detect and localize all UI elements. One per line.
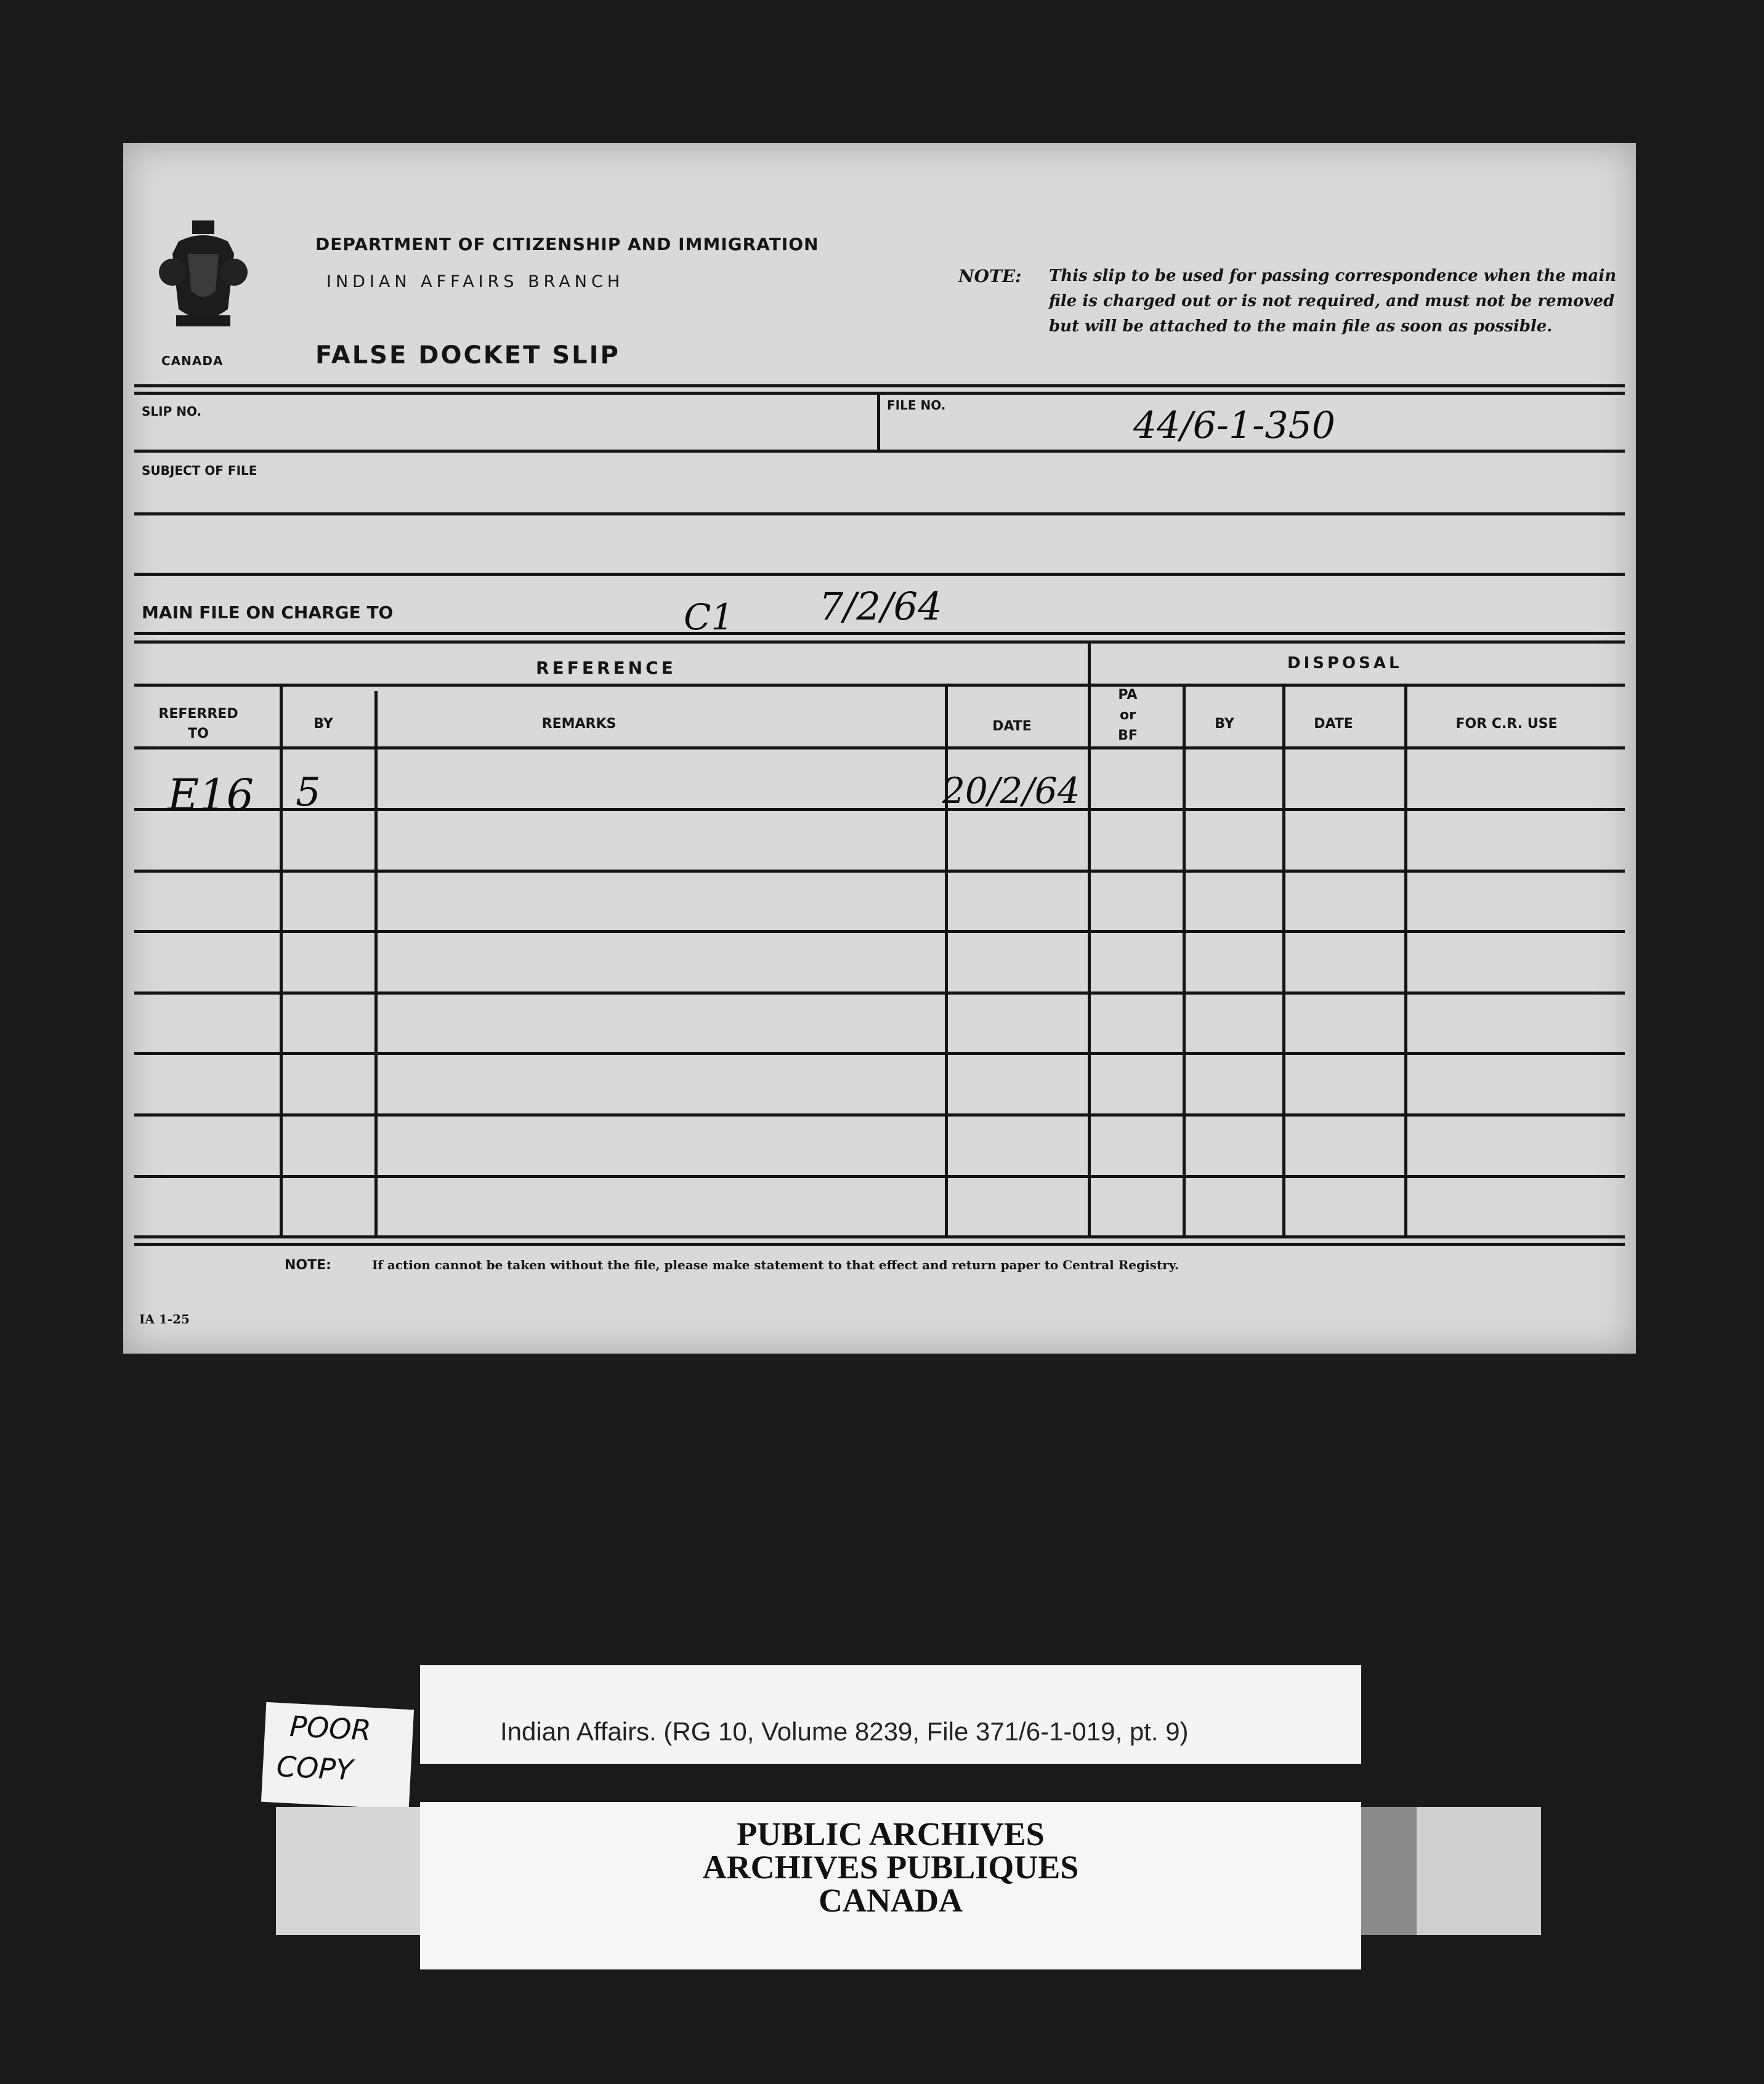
col-remarks: REMARKS	[541, 716, 617, 732]
archive-reference: Indian Affairs. (RG 10, Volume 8239, File 371/6-1-019, pt. 9)	[500, 1717, 1189, 1746]
rule-line	[945, 684, 948, 1238]
col-disposal-by: BY	[1215, 716, 1234, 732]
rule-line	[134, 1052, 1625, 1055]
rule-line	[134, 992, 1625, 995]
rule-line	[1183, 684, 1186, 1238]
col-by: BY	[314, 716, 333, 732]
rule-line	[134, 1113, 1625, 1117]
canada-crest-icon	[154, 217, 253, 340]
branch-name: INDIAN AFFAIRS BRANCH	[326, 272, 625, 291]
archive-band-edge	[1417, 1807, 1541, 1935]
main-file-charge-label: MAIN FILE ON CHARGE TO	[142, 602, 394, 623]
rule-line	[134, 870, 1625, 873]
poor-copy-note	[261, 1702, 414, 1809]
subject-of-file-label: SUBJECT OF FILE	[142, 463, 257, 478]
country-label: CANADA	[161, 353, 224, 368]
archive-stamp-line: CANADA	[819, 1882, 963, 1919]
form-title: FALSE DOCKET SLIP	[315, 341, 620, 370]
rule-line	[134, 1235, 1625, 1238]
archive-reference-card	[420, 1665, 1361, 1764]
col-referred-to: REFERRED TO	[158, 706, 238, 741]
rule-line	[134, 640, 1625, 644]
slip-no-label: SLIP NO.	[142, 404, 202, 419]
file-no-label: FILE NO.	[887, 398, 946, 413]
form-code: IA 1-25	[139, 1312, 190, 1327]
col-pa-or-bf: PA or BF	[1118, 687, 1138, 743]
rule-line	[134, 1243, 1625, 1246]
disposal-header: DISPOSAL	[1287, 654, 1402, 672]
archive-band-edge	[276, 1807, 424, 1935]
rule-line	[134, 450, 1625, 453]
note-label: NOTE:	[958, 266, 1022, 286]
rule-line	[374, 691, 378, 1238]
department-title: DEPARTMENT OF CITIZENSHIP AND IMMIGRATION	[315, 234, 819, 254]
rule-line	[134, 573, 1625, 576]
rule-line	[134, 384, 1625, 387]
main-file-charge-code: C1	[684, 596, 734, 638]
footer-note-text: If action cannot be taken without the file, please make statement to that effect and return paper to Central Registry.	[372, 1258, 1179, 1272]
rule-line	[134, 930, 1625, 933]
archive-stamp-line: ARCHIVES PUBLIQUES	[702, 1849, 1079, 1886]
archive-stamp-line: PUBLIC ARCHIVES	[737, 1815, 1045, 1852]
rule-line	[877, 392, 880, 451]
rule-line	[1088, 640, 1091, 1238]
file-no-value: 44/6-1-350	[1133, 404, 1335, 447]
rule-line	[1404, 684, 1407, 1238]
note-text: This slip to be used for passing correspondence when the main file is charged out or is not required, and must not be removed but will be attached to the main file as soon as possible.	[1049, 267, 1617, 336]
poor-copy-line: COPY	[275, 1749, 354, 1787]
row-referred-to: E16	[168, 770, 254, 820]
rule-line	[280, 684, 283, 1238]
row-by: 5	[296, 770, 321, 815]
poor-copy-line: POOR	[288, 1709, 372, 1747]
rule-line	[134, 512, 1625, 515]
row-date: 20/2/64	[942, 770, 1080, 812]
rule-line	[134, 1175, 1625, 1178]
rule-line	[134, 746, 1625, 749]
rule-line	[1282, 684, 1285, 1238]
col-disposal-date: DATE	[1314, 716, 1353, 732]
col-for-cr-use: FOR C.R. USE	[1455, 716, 1558, 732]
rule-line	[134, 632, 1625, 635]
false-docket-slip	[123, 143, 1636, 1354]
footer-note-label: NOTE:	[285, 1258, 331, 1273]
main-file-charge-date: 7/2/64	[819, 584, 942, 629]
col-date: DATE	[992, 719, 1032, 734]
rule-line	[134, 684, 1625, 687]
reference-header: REFERENCE	[536, 658, 676, 678]
rule-line	[134, 808, 1625, 811]
